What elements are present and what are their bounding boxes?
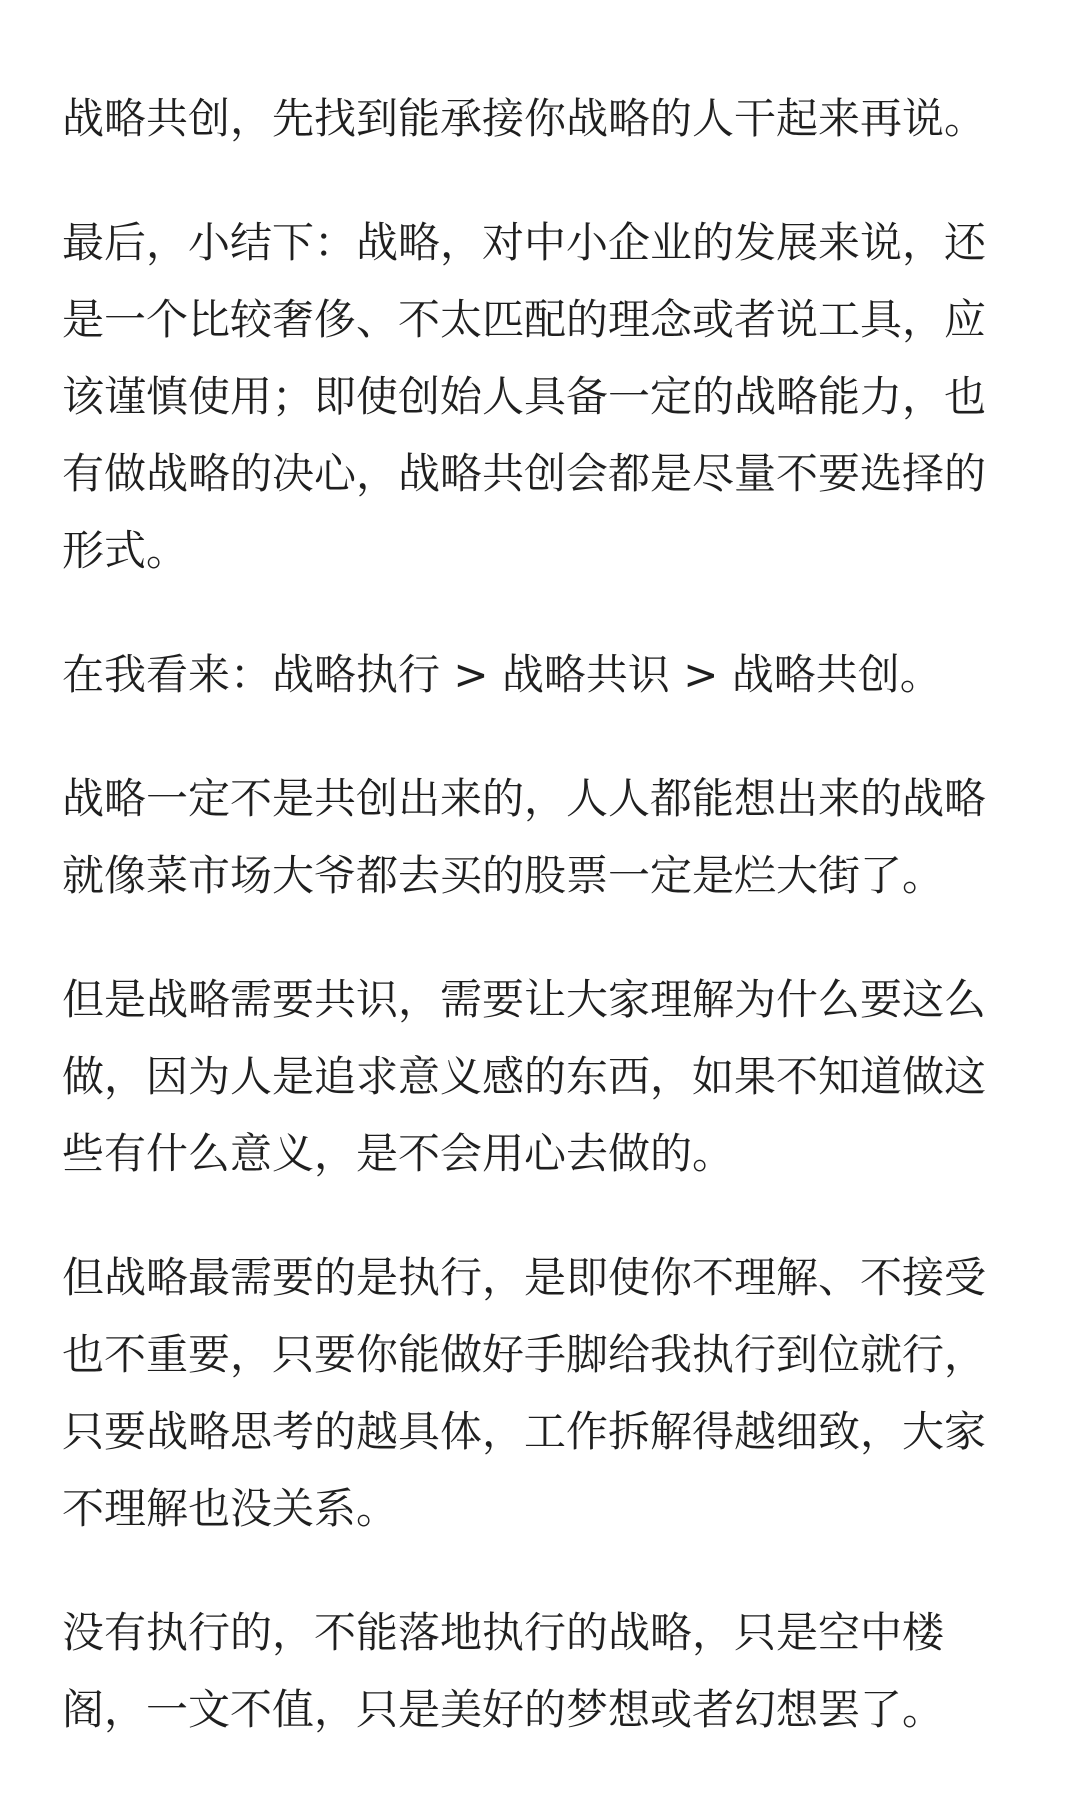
paragraph-5: 但是战略需要共识，需要让大家理解为什么要这么做，因为人是追求意义感的东西，如果不知道做这些有什么意义，是不会用心去做的。: [62, 975, 987, 1178]
paragraph-2: 最后，小结下：战略，对中小企业的发展来说，还是一个比较奢侈、不太匹配的理念或者说工具，应该谨慎使用；即使创始人具备一定的战略能力，也有做战略的决心，战略共创会都是尽量不要选择的形式。: [62, 218, 987, 575]
paragraph-7: 没有执行的，不能落地执行的战略，只是空中楼阁，一文不值，只是美好的梦想或者幻想罢了。: [62, 1608, 945, 1734]
article-body: [62, 80, 1022, 1795]
paragraph-4: 战略一定不是共创出来的，人人都能想出来的战略就像菜市场大爷都去买的股票一定是烂大街了。: [62, 774, 987, 900]
paragraph-1: 战略共创，先找到能承接你战略的人干起来再说。: [62, 94, 987, 143]
paragraph-3: 在我看来：战略执行 > 战略共识 > 战略共创。: [62, 650, 942, 699]
paragraph-6: 但战略最需要的是执行，是即使你不理解、不接受也不重要，只要你能做好手脚给我执行到位就行，只要战略思考的越具体，工作拆解得越细致，大家不理解也没关系。: [62, 1253, 987, 1533]
